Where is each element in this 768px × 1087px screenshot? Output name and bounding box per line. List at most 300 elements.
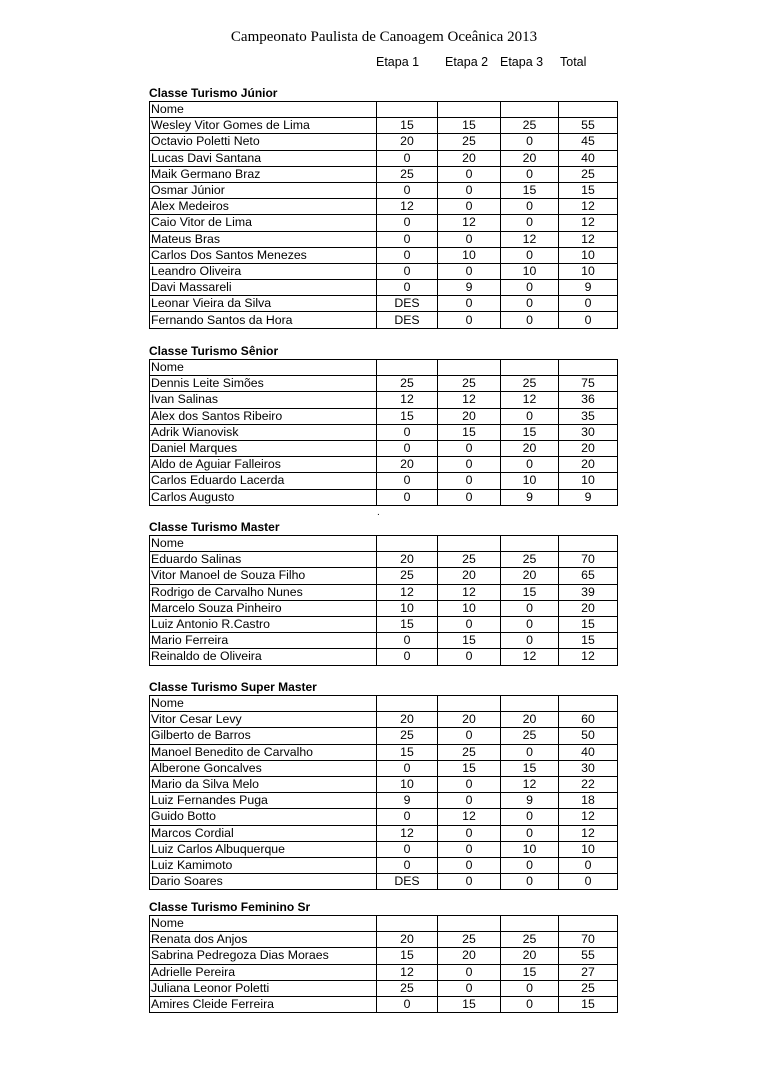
athlete-name: Davi Massareli <box>150 280 377 296</box>
table-row <box>150 296 618 312</box>
etapa3-score: 0 <box>501 857 559 873</box>
total-score: 75 <box>559 376 618 392</box>
empty-header-cell <box>501 696 559 712</box>
athlete-name: Octavio Poletti Neto <box>150 134 377 150</box>
etapa3-score: 0 <box>501 996 559 1012</box>
athlete-name: Vitor Cesar Levy <box>150 712 377 728</box>
table-row <box>150 312 618 328</box>
etapa3-score: 0 <box>501 616 559 632</box>
empty-header-cell <box>559 916 618 932</box>
header-etapa3: Etapa 3 <box>500 55 544 69</box>
section-senior <box>149 344 618 506</box>
total-score: 15 <box>559 996 618 1012</box>
table-row <box>150 633 618 649</box>
etapa2-score: 15 <box>438 118 501 134</box>
etapa3-score: 20 <box>501 712 559 728</box>
etapa2-score: 15 <box>438 633 501 649</box>
total-score: 20 <box>559 457 618 473</box>
total-score: 15 <box>559 633 618 649</box>
etapa2-score: 25 <box>438 134 501 150</box>
etapa2-score: 15 <box>438 760 501 776</box>
athlete-name: Ivan Salinas <box>150 392 377 408</box>
etapa1-score: 15 <box>377 616 438 632</box>
athlete-name: Caio Vitor de Lima <box>150 215 377 231</box>
name-header: Nome <box>150 102 377 118</box>
table-row <box>150 376 618 392</box>
athlete-name: Carlos Augusto <box>150 489 377 505</box>
etapa3-score: 0 <box>501 600 559 616</box>
athlete-name: Renata dos Anjos <box>150 932 377 948</box>
etapa3-score: 25 <box>501 932 559 948</box>
etapa3-score: 25 <box>501 728 559 744</box>
etapa1-score: 0 <box>377 633 438 649</box>
total-score: 30 <box>559 424 618 440</box>
results-table <box>149 535 618 666</box>
name-header: Nome <box>150 916 377 932</box>
athlete-name: Aldo de Aguiar Falleiros <box>150 457 377 473</box>
etapa3-score: 20 <box>501 568 559 584</box>
etapa3-score: 0 <box>501 633 559 649</box>
etapa3-score: 12 <box>501 392 559 408</box>
total-score: 0 <box>559 296 618 312</box>
etapa3-score: 0 <box>501 457 559 473</box>
athlete-name: Alex Medeiros <box>150 199 377 215</box>
class-title: Classe Turismo Júnior <box>149 86 278 100</box>
etapa2-score: 0 <box>438 649 501 665</box>
etapa3-score: 25 <box>501 118 559 134</box>
total-score: 40 <box>559 150 618 166</box>
total-score: 25 <box>559 166 618 182</box>
etapa3-score: 0 <box>501 312 559 328</box>
etapa1-score: 0 <box>377 760 438 776</box>
etapa3-score: 0 <box>501 874 559 890</box>
athlete-name: Mateus Bras <box>150 231 377 247</box>
etapa3-score: 15 <box>501 424 559 440</box>
results-table <box>149 915 618 1013</box>
etapa2-score: 12 <box>438 215 501 231</box>
etapa2-score: 0 <box>438 793 501 809</box>
total-score: 45 <box>559 134 618 150</box>
empty-header-cell <box>377 102 438 118</box>
etapa1-score: 12 <box>377 964 438 980</box>
athlete-name: Lucas Davi Santana <box>150 150 377 166</box>
table-row <box>150 473 618 489</box>
etapa1-score: 20 <box>377 932 438 948</box>
empty-header-cell <box>377 536 438 552</box>
etapa2-score: 20 <box>438 408 501 424</box>
total-score: 18 <box>559 793 618 809</box>
etapa3-score: 0 <box>501 744 559 760</box>
class-title: Classe Turismo Super Master <box>149 680 317 694</box>
empty-header-cell <box>377 360 438 376</box>
empty-header-cell <box>438 536 501 552</box>
header-etapa1: Etapa 1 <box>376 55 420 69</box>
etapa3-score: 20 <box>501 440 559 456</box>
table-row <box>150 150 618 166</box>
etapa3-score: 0 <box>501 980 559 996</box>
etapa2-score: 20 <box>438 568 501 584</box>
athlete-name: Maik Germano Braz <box>150 166 377 182</box>
athlete-name: Adrik Wianovisk <box>150 424 377 440</box>
etapa1-score: 20 <box>377 712 438 728</box>
etapa1-score: 0 <box>377 247 438 263</box>
table-row <box>150 166 618 182</box>
etapa1-score: 20 <box>377 134 438 150</box>
etapa3-score: 0 <box>501 809 559 825</box>
etapa1-score: 0 <box>377 263 438 279</box>
total-score: 12 <box>559 215 618 231</box>
etapa1-score: 12 <box>377 199 438 215</box>
total-score: 65 <box>559 568 618 584</box>
etapa2-score: 20 <box>438 150 501 166</box>
total-score: 10 <box>559 841 618 857</box>
etapa1-score: 0 <box>377 857 438 873</box>
etapa3-score: 9 <box>501 489 559 505</box>
etapa2-score: 0 <box>438 182 501 198</box>
etapa3-score: 0 <box>501 408 559 424</box>
total-score: 12 <box>559 825 618 841</box>
etapa1-score: 0 <box>377 996 438 1012</box>
etapa1-score: 0 <box>377 841 438 857</box>
etapa3-score: 0 <box>501 247 559 263</box>
athlete-name: Mario da Silva Melo <box>150 776 377 792</box>
athlete-name: Leandro Oliveira <box>150 263 377 279</box>
empty-header-cell <box>501 536 559 552</box>
etapa1-score: DES <box>377 296 438 312</box>
empty-header-cell <box>501 102 559 118</box>
etapa3-score: 9 <box>501 793 559 809</box>
etapa2-score: 0 <box>438 296 501 312</box>
etapa3-score: 0 <box>501 134 559 150</box>
etapa3-score: 15 <box>501 964 559 980</box>
athlete-name: Gilberto de Barros <box>150 728 377 744</box>
athlete-name: Amires Cleide Ferreira <box>150 996 377 1012</box>
table-row <box>150 584 618 600</box>
empty-header-cell <box>438 916 501 932</box>
etapa1-score: 0 <box>377 809 438 825</box>
class-title: Classe Turismo Master <box>149 520 280 534</box>
etapa2-score: 0 <box>438 263 501 279</box>
class-title: Classe Turismo Feminino Sr <box>149 900 311 914</box>
athlete-name: Carlos Eduardo Lacerda <box>150 473 377 489</box>
etapa3-score: 0 <box>501 199 559 215</box>
athlete-name: Reinaldo de Oliveira <box>150 649 377 665</box>
athlete-name: Sabrina Pedregoza Dias Moraes <box>150 948 377 964</box>
etapa3-score: 12 <box>501 231 559 247</box>
table-row <box>150 215 618 231</box>
etapa2-score: 0 <box>438 166 501 182</box>
table-row <box>150 996 618 1012</box>
etapa1-score: 15 <box>377 118 438 134</box>
table-row <box>150 247 618 263</box>
table-row <box>150 280 618 296</box>
etapa2-score: 0 <box>438 728 501 744</box>
table-header-row <box>150 916 618 932</box>
etapa3-score: 15 <box>501 584 559 600</box>
section-super-master <box>149 680 618 890</box>
athlete-name: Eduardo Salinas <box>150 552 377 568</box>
etapa1-score: 9 <box>377 793 438 809</box>
table-row <box>150 440 618 456</box>
etapa2-score: 0 <box>438 312 501 328</box>
athlete-name: Daniel Marques <box>150 440 377 456</box>
total-score: 0 <box>559 874 618 890</box>
table-row <box>150 649 618 665</box>
total-score: 9 <box>559 280 618 296</box>
table-row <box>150 776 618 792</box>
total-score: 10 <box>559 473 618 489</box>
etapa2-score: 0 <box>438 473 501 489</box>
athlete-name: Vitor Manoel de Souza Filho <box>150 568 377 584</box>
empty-header-cell <box>501 360 559 376</box>
etapa2-score: 0 <box>438 874 501 890</box>
table-row <box>150 408 618 424</box>
athlete-name: Juliana Leonor Poletti <box>150 980 377 996</box>
etapa3-score: 12 <box>501 649 559 665</box>
etapa2-score: 0 <box>438 231 501 247</box>
athlete-name: Mario Ferreira <box>150 633 377 649</box>
total-score: 0 <box>559 312 618 328</box>
total-score: 27 <box>559 964 618 980</box>
table-header-row <box>150 360 618 376</box>
table-header-row <box>150 102 618 118</box>
etapa3-score: 10 <box>501 263 559 279</box>
etapa1-score: 12 <box>377 584 438 600</box>
etapa3-score: 20 <box>501 150 559 166</box>
header-etapa2: Etapa 2 <box>445 55 489 69</box>
table-row <box>150 932 618 948</box>
etapa1-score: 10 <box>377 776 438 792</box>
etapa1-score: 15 <box>377 408 438 424</box>
etapa3-score: 0 <box>501 280 559 296</box>
athlete-name: Guido Botto <box>150 809 377 825</box>
etapa1-score: 0 <box>377 280 438 296</box>
total-score: 25 <box>559 980 618 996</box>
etapa1-score: 10 <box>377 600 438 616</box>
athlete-name: Osmar Júnior <box>150 182 377 198</box>
etapa1-score: DES <box>377 874 438 890</box>
etapa1-score: 0 <box>377 150 438 166</box>
etapa1-score: 0 <box>377 473 438 489</box>
table-row <box>150 182 618 198</box>
etapa2-score: 15 <box>438 996 501 1012</box>
etapa1-score: 20 <box>377 457 438 473</box>
total-score: 55 <box>559 948 618 964</box>
name-header: Nome <box>150 696 377 712</box>
etapa3-score: 25 <box>501 552 559 568</box>
athlete-name: Marcelo Souza Pinheiro <box>150 600 377 616</box>
empty-header-cell <box>559 536 618 552</box>
etapa1-score: 25 <box>377 568 438 584</box>
athlete-name: Carlos Dos Santos Menezes <box>150 247 377 263</box>
table-row <box>150 825 618 841</box>
table-row <box>150 948 618 964</box>
etapa1-score: 0 <box>377 231 438 247</box>
etapa2-score: 0 <box>438 440 501 456</box>
athlete-name: Dennis Leite Simões <box>150 376 377 392</box>
etapa1-score: 0 <box>377 649 438 665</box>
empty-header-cell <box>438 360 501 376</box>
etapa2-score: 9 <box>438 280 501 296</box>
etapa2-score: 25 <box>438 376 501 392</box>
empty-header-cell <box>559 696 618 712</box>
table-row <box>150 457 618 473</box>
etapa2-score: 0 <box>438 964 501 980</box>
athlete-name: Leonar Vieira da Silva <box>150 296 377 312</box>
table-row <box>150 980 618 996</box>
table-row <box>150 552 618 568</box>
table-row <box>150 793 618 809</box>
table-row <box>150 568 618 584</box>
total-score: 35 <box>559 408 618 424</box>
section-feminino-sr <box>149 900 618 1013</box>
athlete-name: Marcos Cordial <box>150 825 377 841</box>
total-score: 40 <box>559 744 618 760</box>
etapa3-score: 0 <box>501 215 559 231</box>
etapa2-score: 25 <box>438 552 501 568</box>
etapa3-score: 10 <box>501 841 559 857</box>
empty-header-cell <box>438 102 501 118</box>
etapa3-score: 0 <box>501 296 559 312</box>
total-score: 36 <box>559 392 618 408</box>
total-score: 70 <box>559 552 618 568</box>
table-row <box>150 134 618 150</box>
table-row <box>150 841 618 857</box>
etapa2-score: 0 <box>438 841 501 857</box>
table-row <box>150 728 618 744</box>
total-score: 10 <box>559 263 618 279</box>
athlete-name: Dario Soares <box>150 874 377 890</box>
total-score: 15 <box>559 616 618 632</box>
section-junior <box>149 86 618 329</box>
etapa2-score: 20 <box>438 712 501 728</box>
empty-header-cell <box>377 696 438 712</box>
results-table <box>149 359 618 506</box>
etapa3-score: 15 <box>501 760 559 776</box>
etapa2-score: 0 <box>438 199 501 215</box>
total-score: 50 <box>559 728 618 744</box>
etapa1-score: 12 <box>377 825 438 841</box>
etapa1-score: 25 <box>377 376 438 392</box>
empty-header-cell <box>377 916 438 932</box>
total-score: 70 <box>559 932 618 948</box>
etapa1-score: 15 <box>377 744 438 760</box>
etapa1-score: 25 <box>377 166 438 182</box>
header-total: Total <box>560 55 587 69</box>
empty-header-cell <box>559 360 618 376</box>
total-score: 39 <box>559 584 618 600</box>
table-header-row <box>150 696 618 712</box>
etapa3-score: 25 <box>501 376 559 392</box>
table-row <box>150 600 618 616</box>
athlete-name: Luiz Carlos Albuquerque <box>150 841 377 857</box>
total-score: 20 <box>559 440 618 456</box>
results-table <box>149 101 618 329</box>
athlete-name: Manoel Benedito de Carvalho <box>150 744 377 760</box>
etapa1-score: 0 <box>377 182 438 198</box>
etapa2-score: 20 <box>438 948 501 964</box>
total-score: 9 <box>559 489 618 505</box>
etapa1-score: 25 <box>377 728 438 744</box>
etapa2-score: 0 <box>438 489 501 505</box>
athlete-name: Fernando Santos da Hora <box>150 312 377 328</box>
total-score: 10 <box>559 247 618 263</box>
total-score: 12 <box>559 649 618 665</box>
table-row <box>150 199 618 215</box>
etapa2-score: 0 <box>438 776 501 792</box>
athlete-name: Adrielle Pereira <box>150 964 377 980</box>
athlete-name: Wesley Vitor Gomes de Lima <box>150 118 377 134</box>
etapa2-score: 15 <box>438 424 501 440</box>
table-row <box>150 874 618 890</box>
total-score: 0 <box>559 857 618 873</box>
total-score: 30 <box>559 760 618 776</box>
total-score: 55 <box>559 118 618 134</box>
name-header: Nome <box>150 360 377 376</box>
etapa1-score: 0 <box>377 424 438 440</box>
etapa2-score: 0 <box>438 825 501 841</box>
athlete-name: Rodrigo de Carvalho Nunes <box>150 584 377 600</box>
etapa1-score: 12 <box>377 392 438 408</box>
etapa3-score: 12 <box>501 776 559 792</box>
table-row <box>150 964 618 980</box>
total-score: 22 <box>559 776 618 792</box>
table-row <box>150 712 618 728</box>
table-row <box>150 424 618 440</box>
etapa2-score: 10 <box>438 247 501 263</box>
table-row <box>150 231 618 247</box>
athlete-name: Alex dos Santos Ribeiro <box>150 408 377 424</box>
total-score: 15 <box>559 182 618 198</box>
total-score: 12 <box>559 809 618 825</box>
etapa2-score: 0 <box>438 616 501 632</box>
table-row <box>150 263 618 279</box>
etapa2-score: 0 <box>438 980 501 996</box>
etapa3-score: 10 <box>501 473 559 489</box>
etapa1-score: 0 <box>377 215 438 231</box>
table-row <box>150 616 618 632</box>
name-header: Nome <box>150 536 377 552</box>
table-row <box>150 118 618 134</box>
etapa1-score: 0 <box>377 440 438 456</box>
etapa1-score: 15 <box>377 948 438 964</box>
document-title: Campeonato Paulista de Canoagem Oceânica 2013 <box>230 29 538 45</box>
total-score: 20 <box>559 600 618 616</box>
results-table <box>149 695 618 890</box>
etapa1-score: DES <box>377 312 438 328</box>
total-score: 12 <box>559 199 618 215</box>
class-title: Classe Turismo Sênior <box>149 344 279 358</box>
empty-header-cell <box>501 916 559 932</box>
athlete-name: Luiz Kamimoto <box>150 857 377 873</box>
table-row <box>150 392 618 408</box>
athlete-name: Alberone Goncalves <box>150 760 377 776</box>
etapa2-score: 25 <box>438 744 501 760</box>
etapa3-score: 15 <box>501 182 559 198</box>
separator-dot: . <box>377 507 380 518</box>
etapa1-score: 20 <box>377 552 438 568</box>
table-row <box>150 744 618 760</box>
table-row <box>150 489 618 505</box>
table-row <box>150 857 618 873</box>
etapa2-score: 25 <box>438 932 501 948</box>
athlete-name: Luiz Antonio R.Castro <box>150 616 377 632</box>
etapa3-score: 20 <box>501 948 559 964</box>
etapa3-score: 0 <box>501 825 559 841</box>
etapa2-score: 12 <box>438 809 501 825</box>
etapa2-score: 12 <box>438 392 501 408</box>
etapa3-score: 0 <box>501 166 559 182</box>
